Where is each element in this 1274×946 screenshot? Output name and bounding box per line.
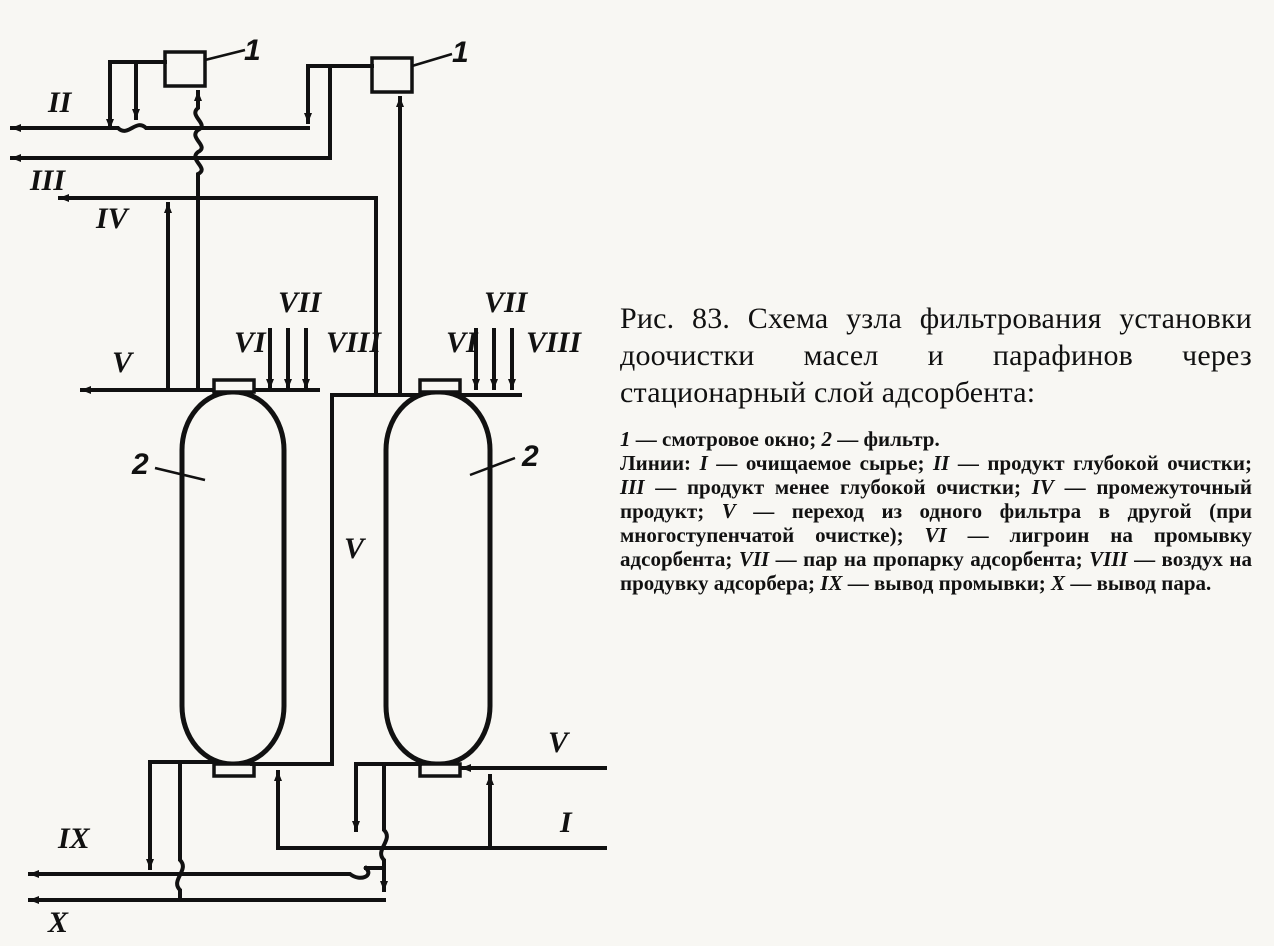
label-2-right: 2 <box>522 440 539 473</box>
caption-title: Рис. 83. Схема узла фильтрования установки доочистки масел и парафинов через стационарный слой адсорбента: <box>620 302 1252 409</box>
legend-text: — пар на пропарку адсорбента; <box>769 547 1090 571</box>
legend-text: — продукт глубокой очистки; <box>949 451 1253 475</box>
legend-marker: VI <box>924 523 947 547</box>
label-III: III <box>30 164 66 197</box>
legend-text: — вывод пара. <box>1065 571 1212 595</box>
caption-legend <box>620 427 1252 595</box>
legend-marker: X <box>1051 571 1066 595</box>
figure-caption <box>620 300 1252 595</box>
legend-marker: VIII <box>1089 547 1128 571</box>
window-right-outlet <box>308 66 372 122</box>
legend-text: — вывод промывки; <box>842 571 1052 595</box>
label-1-left: 1 <box>244 34 261 67</box>
line-I <box>278 772 605 848</box>
legend-marker: V <box>721 499 736 523</box>
line-II <box>12 125 308 131</box>
flange-left-top <box>214 380 254 392</box>
sight-window-right <box>372 58 412 92</box>
legend-marker: 1 <box>620 427 631 451</box>
legend-text: — очищаемое сырье; <box>707 451 933 475</box>
label-2-left: 2 <box>132 448 149 481</box>
legend-marker: IV <box>1031 475 1054 499</box>
legend-marker: II <box>932 451 950 475</box>
legend-text: — лигроин на промывку адсорбента; <box>620 523 1252 571</box>
label-VI-left: VI <box>234 326 266 359</box>
label-VIII-right: VIII <box>526 326 582 359</box>
legend-marker: I <box>699 451 708 475</box>
legend-text: — воздух на продувку адсорбера; <box>620 547 1252 595</box>
label-V-transfer: V <box>344 532 365 565</box>
legend-text: — промежуточный продукт; <box>620 475 1252 523</box>
label-IV: IV <box>96 202 128 235</box>
label-1-right: 1 <box>452 36 469 69</box>
legend-marker: IX <box>820 571 843 595</box>
label-VII-left: VII <box>278 286 322 319</box>
legend-marker: 2 <box>821 427 833 451</box>
legend-text: Линии: <box>620 451 700 475</box>
label-VIII-left: VIII <box>326 326 382 359</box>
legend-text: — фильтр. <box>832 427 940 451</box>
legend-text: — переход из одного фильтра в другой (при многоступенчатой очистке); <box>620 499 1252 547</box>
flange-left-bottom <box>214 764 254 776</box>
legend-text: — продукт менее глубокой очистки; <box>644 475 1032 499</box>
legend-marker: III <box>620 475 645 499</box>
filter-right <box>386 392 490 764</box>
filter-left <box>182 392 284 764</box>
label-VII-right: VII <box>484 286 528 319</box>
flange-right-bottom <box>420 764 460 776</box>
line-IX <box>30 868 368 878</box>
legend-text: — смотровое окно; <box>630 427 822 451</box>
legend-marker: VII <box>738 547 770 571</box>
label-II: II <box>48 86 72 119</box>
label-VI-right: VI <box>446 326 478 359</box>
label-V-top: V <box>112 346 133 379</box>
label-X: X <box>48 906 69 939</box>
sight-window-left <box>165 52 205 86</box>
label-I: I <box>560 806 572 839</box>
flange-right-top <box>420 380 460 392</box>
label-IX: IX <box>58 822 90 855</box>
window-left-inlet <box>195 92 201 205</box>
label-V-bottom: V <box>548 726 569 759</box>
